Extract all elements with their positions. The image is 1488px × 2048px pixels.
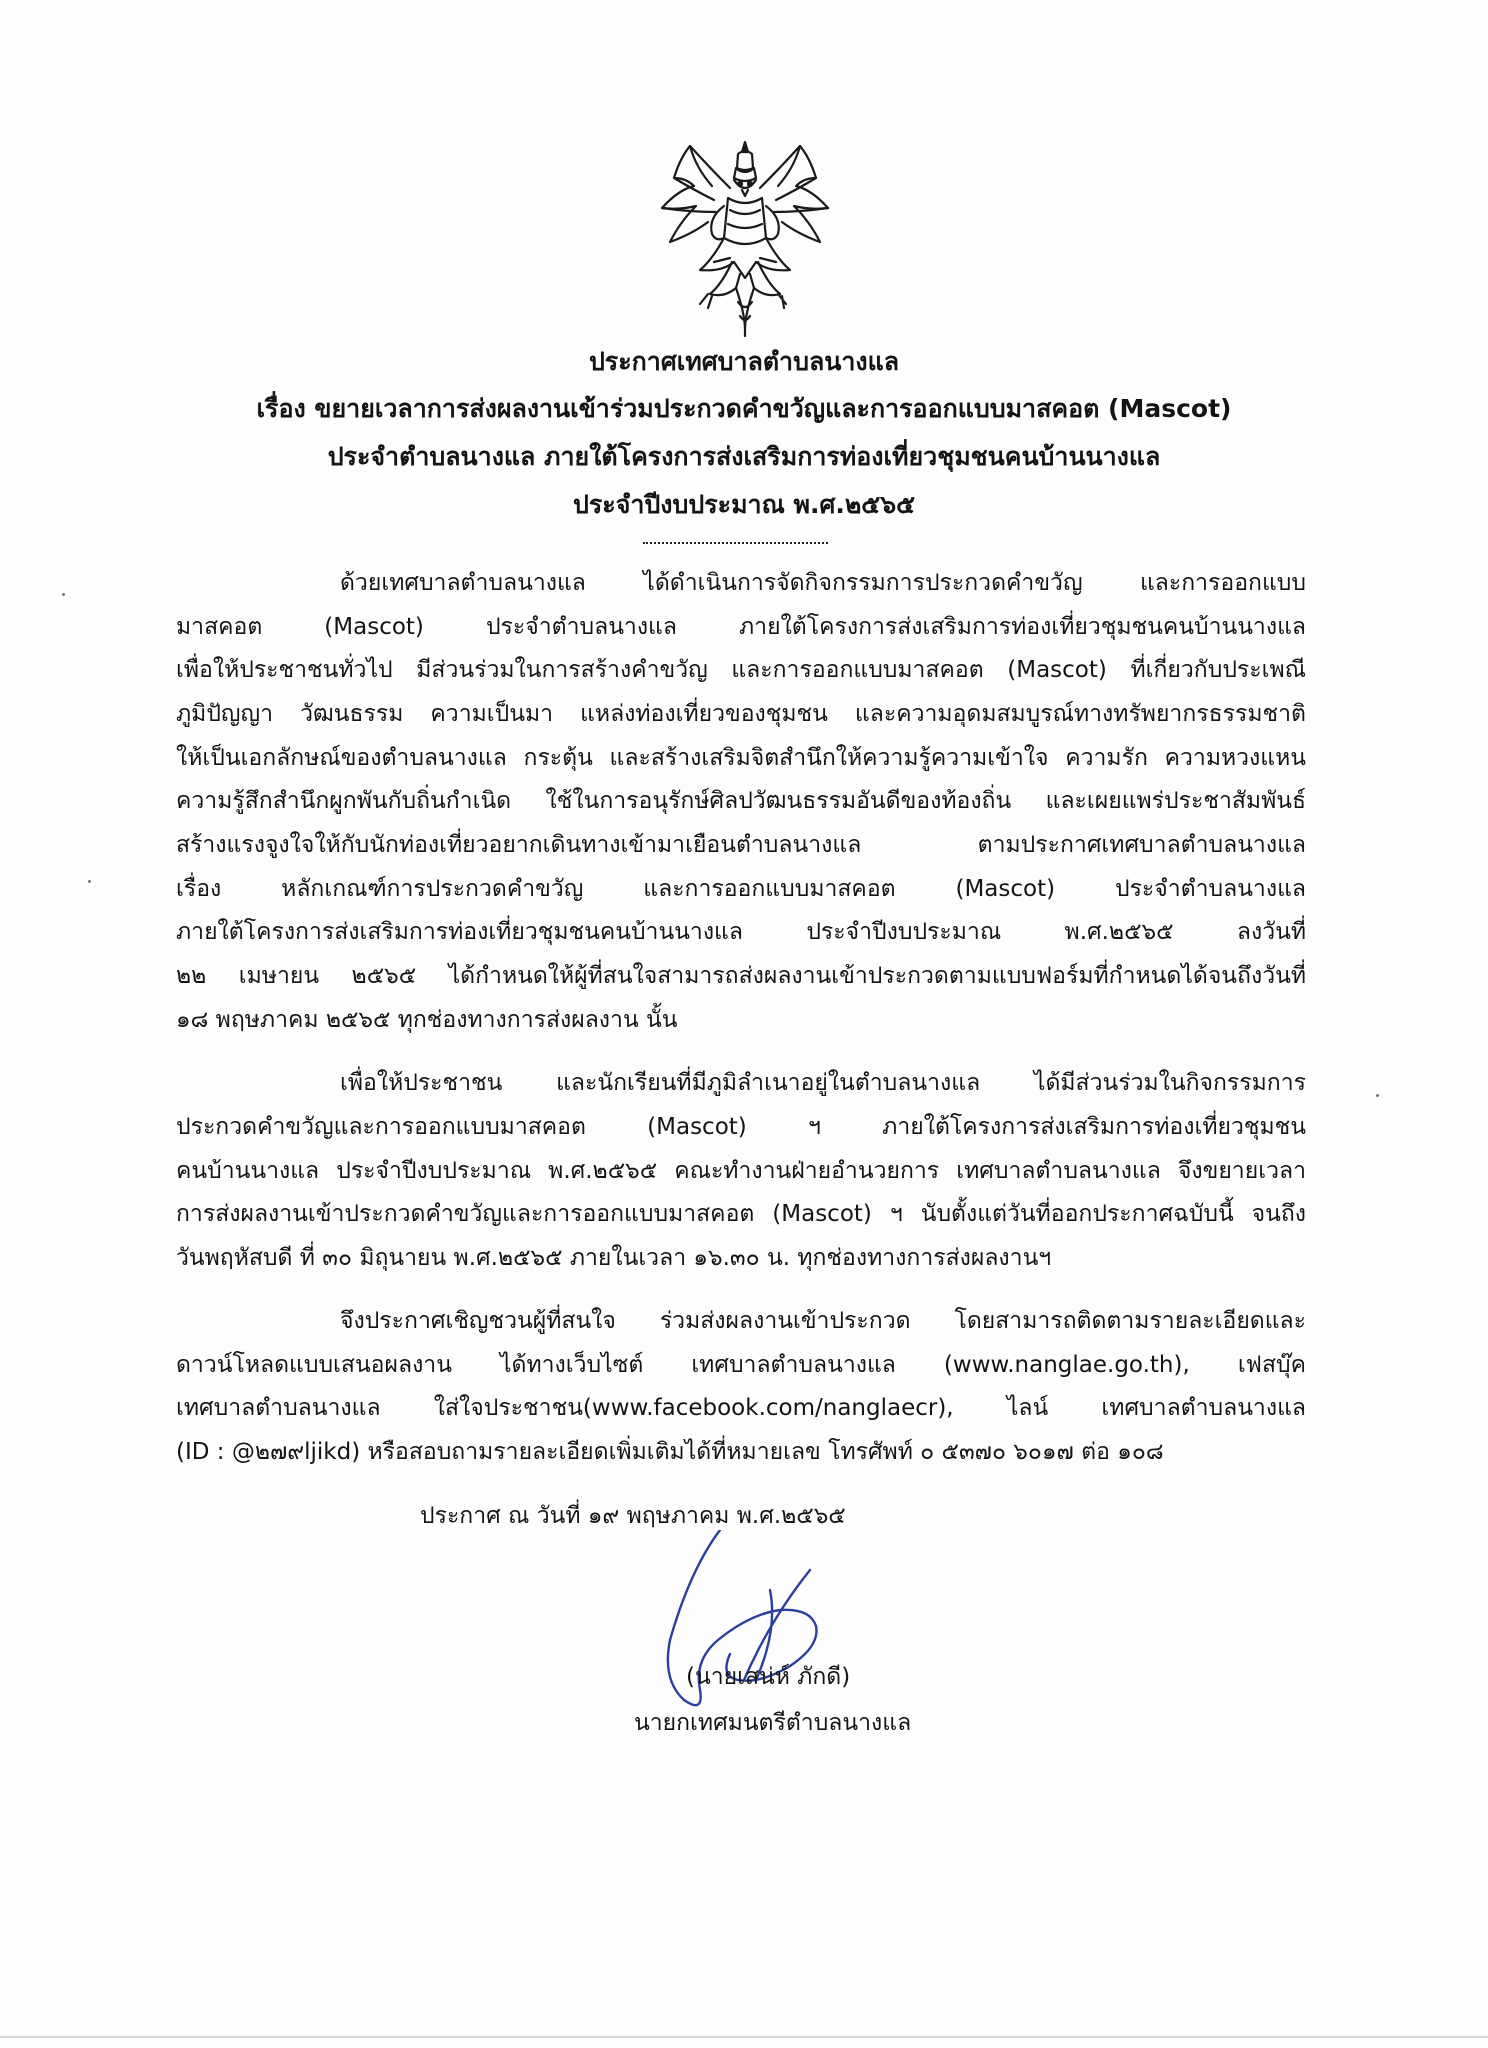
announcement-subject-cont: ประจำตำบลนางแล ภายใต้โครงการส่งเสริมการท่องเที่ยวชุมชนคนบ้านนางแล (327, 442, 1161, 471)
paragraph1-line: ๑๘ พฤษภาคม ๒๕๖๕ ทุกช่องทางการส่งผลงาน นั้น (176, 1007, 678, 1033)
paragraph3-line: ดาวน์โหลดแบบเสนอผลงาน ได้ทางเว็บไซต์ เทศบาลตำบลนางแล (www.nanglae.go.th), เฟสบุ๊ค (176, 1352, 1306, 1378)
paragraph1-line: ภูมิปัญญา วัฒนธรรม ความเป็นมา แหล่งท่องเที่ยวของชุมชน และความอุดมสมบูรณ์ทางทรัพยากรธรรมชาติ (176, 701, 1306, 727)
paragraph3-line: (ID : @๒๗๙ljikd) หรือสอบถามรายละเอียดเพิ่มเติมได้ที่หมายเลข โทรศัพท์ ๐ ๕๓๗๐ ๖๐๑๗ ต่อ ๑๐๘ (176, 1439, 1164, 1465)
paragraph1-line: เพื่อให้ประชาชนทั่วไป มีส่วนร่วมในการสร้างคำขวัญ และการออกแบบมาสคอต (Mascot) ที่เกี่ยวกับประเพณี (176, 657, 1306, 683)
paragraph1-line: มาสคอต (Mascot) ประจำตำบลนางแล ภายใต้โครงการส่งเสริมการท่องเที่ยวชุมชนคนบ้านนางแล (176, 614, 1306, 640)
paragraph3-line: จึงประกาศเชิญชวนผู้ที่สนใจ ร่วมส่งผลงานเข้าประกวด โดยสามารถติดตามรายละเอียดและ (340, 1308, 1306, 1334)
scan-speck (62, 593, 65, 596)
paragraph1-line: ๒๒ เมษายน ๒๕๖๕ ได้กำหนดให้ผู้ที่สนใจสามารถส่งผลงานเข้าประกวดตามแบบฟอร์มที่กำหนดได้จนถึงวันที่ (176, 963, 1306, 989)
scan-speck (88, 880, 91, 883)
paragraph2-line: การส่งผลงานเข้าประกวดคำขวัญและการออกแบบมาสคอต (Mascot) ฯ นับตั้งแต่วันที่ออกประกาศฉบับนี้ จนถึง (176, 1201, 1306, 1227)
scan-edge (0, 2036, 1488, 2038)
garuda-emblem-icon (650, 138, 840, 338)
paragraph2-line: คนบ้านนางแล ประจำปีงบประมาณ พ.ศ.๒๕๖๕ คณะทำงานฝ่ายอำนวยการ เทศบาลตำบลนางแล จึงขยายเวลา (176, 1158, 1306, 1184)
paragraph2-line: วันพฤหัสบดี ที่ ๓๐ มิถุนายน พ.ศ.๒๕๖๕ ภายในเวลา ๑๖.๓๐ น. ทุกช่องทางการส่งผลงานฯ (176, 1245, 1052, 1271)
paragraph1-line: ความรู้สึกสำนึกผูกพันกับถิ่นกำเนิด ใช้ในการอนุรักษ์ศิลปวัฒนธรรมอันดีของท้องถิ่น และเผยแพร่ประชาสัมพันธ์ (176, 788, 1306, 814)
announcement-fiscal-year: ประจำปีงบประมาณ พ.ศ.๒๕๖๕ (572, 490, 916, 519)
paragraph2-line: ประกวดคำขวัญและการออกแบบมาสคอต (Mascot) ฯ ภายใต้โครงการส่งเสริมการท่องเที่ยวชุมชน (176, 1114, 1306, 1140)
handwritten-signature-icon (660, 1530, 860, 1720)
announcement-subject: เรื่อง ขยายเวลาการส่งผลงานเข้าร่วมประกวดคำขวัญและการออกแบบมาสคอต (Mascot) (256, 394, 1232, 423)
scan-speck (1376, 1094, 1379, 1097)
paragraph1-line: สร้างแรงจูงใจให้กับนักท่องเที่ยวอยากเดินทางเข้ามาเยือนตำบลนางแล ตามประกาศเทศบาลตำบลนางแล (176, 832, 1306, 858)
announcement-date: ประกาศ ณ วันที่ ๑๙ พฤษภาคม พ.ศ.๒๕๖๕ (420, 1503, 846, 1529)
paragraph1-line: เรื่อง หลักเกณฑ์การประกวดคำขวัญ และการออกแบบมาสคอต (Mascot) ประจำตำบลนางแล (176, 876, 1306, 902)
paragraph2-line: เพื่อให้ประชาชน และนักเรียนที่มีภูมิลำเนาอยู่ในตำบลนางแล ได้มีส่วนร่วมในกิจกรรมการ (340, 1070, 1306, 1096)
paragraph1-line: ด้วยเทศบาลตำบลนางแล ได้ดำเนินการจัดกิจกรรมการประกวดคำขวัญ และการออกแบบ (340, 570, 1306, 596)
paragraph1-line: ให้เป็นเอกลักษณ์ของตำบลนางแล กระตุ้น และสร้างเสริมจิตสำนึกให้ความรู้ความเข้าใจ ความรัก ความหวงแหน (176, 745, 1306, 771)
title-separator (643, 542, 828, 544)
signatory-title: นายกเทศมนตรีตำบลนางแล (634, 1710, 912, 1736)
signatory-name: (นายเสน่ห์ ภักดี) (686, 1664, 851, 1690)
paragraph1-line: ภายใต้โครงการส่งเสริมการท่องเที่ยวชุมชนคนบ้านนางแล ประจำปีงบประมาณ พ.ศ.๒๕๖๕ ลงวันที่ (176, 919, 1306, 945)
paragraph3-line: เทศบาลตำบลนางแล ใส่ใจประชาชน(www.facebook.com/nanglaecr), ไลน์ เทศบาลตำบลนางแล (176, 1395, 1306, 1421)
announcement-title: ประกาศเทศบาลตำบลนางแล (588, 347, 900, 376)
